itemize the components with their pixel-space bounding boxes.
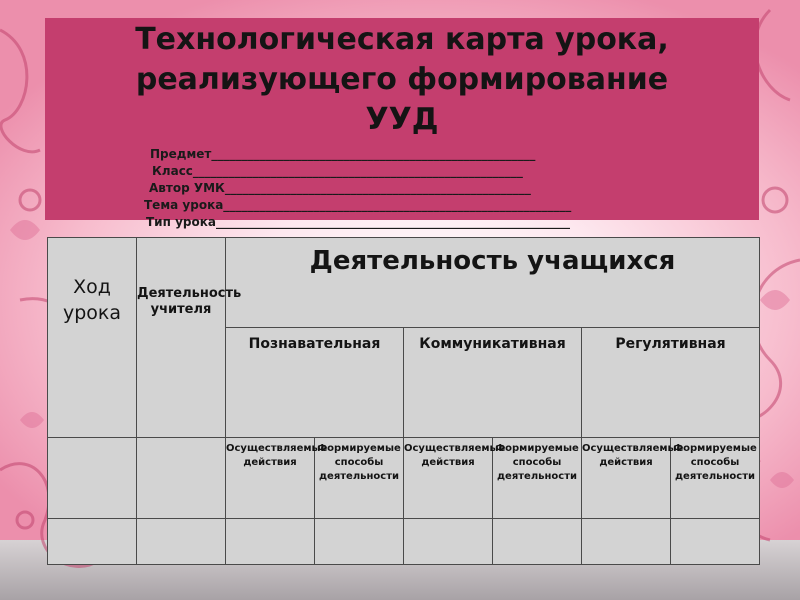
subheader-methods: Формируемые способы деятельности bbox=[315, 438, 404, 519]
header-teacher-activity: Деятельность учителя bbox=[137, 238, 226, 438]
lesson-map-table bbox=[47, 237, 760, 565]
subheader-methods: Формируемые способы деятельности bbox=[671, 438, 760, 519]
table-cell bbox=[137, 438, 226, 519]
subheader-actions: Осуществляемые действия bbox=[226, 438, 315, 519]
table-cell bbox=[493, 519, 582, 565]
table-cell bbox=[48, 438, 137, 519]
lesson-meta bbox=[140, 146, 680, 231]
table-cell bbox=[671, 519, 760, 565]
table-cell bbox=[48, 519, 137, 565]
title-line: УУД bbox=[365, 102, 439, 137]
meta-type: Тип урока___________________________________________________________ bbox=[146, 215, 570, 229]
header-regulatory: Регулятивная bbox=[582, 328, 760, 438]
header-cognitive: Познавательная bbox=[226, 328, 404, 438]
subheader-actions: Осуществляемые действия bbox=[582, 438, 671, 519]
table-cell bbox=[137, 519, 226, 565]
header-student-activity: Деятельность учащихся bbox=[226, 238, 760, 328]
header-lesson-flow: Ход урока bbox=[48, 238, 137, 438]
meta-class: Класс_______________________________________________________ bbox=[152, 164, 523, 178]
meta-topic: Тема урока__________________________________________________________ bbox=[144, 198, 572, 212]
table-cell bbox=[226, 519, 315, 565]
meta-author: Автор УМК___________________________________________________ bbox=[149, 181, 531, 195]
table-cell bbox=[582, 519, 671, 565]
title-line: реализующего формирование bbox=[135, 62, 669, 97]
table-cell bbox=[404, 519, 493, 565]
slide-title bbox=[45, 20, 759, 140]
header-communicative: Коммуникативная bbox=[404, 328, 582, 438]
subheader-methods: Формируемые способы деятельности bbox=[493, 438, 582, 519]
subheader-actions: Осуществляемые действия bbox=[404, 438, 493, 519]
meta-subject: Предмет______________________________________________________ bbox=[150, 147, 536, 161]
title-line: Технологическая карта урока, bbox=[135, 22, 669, 57]
table-cell bbox=[315, 519, 404, 565]
